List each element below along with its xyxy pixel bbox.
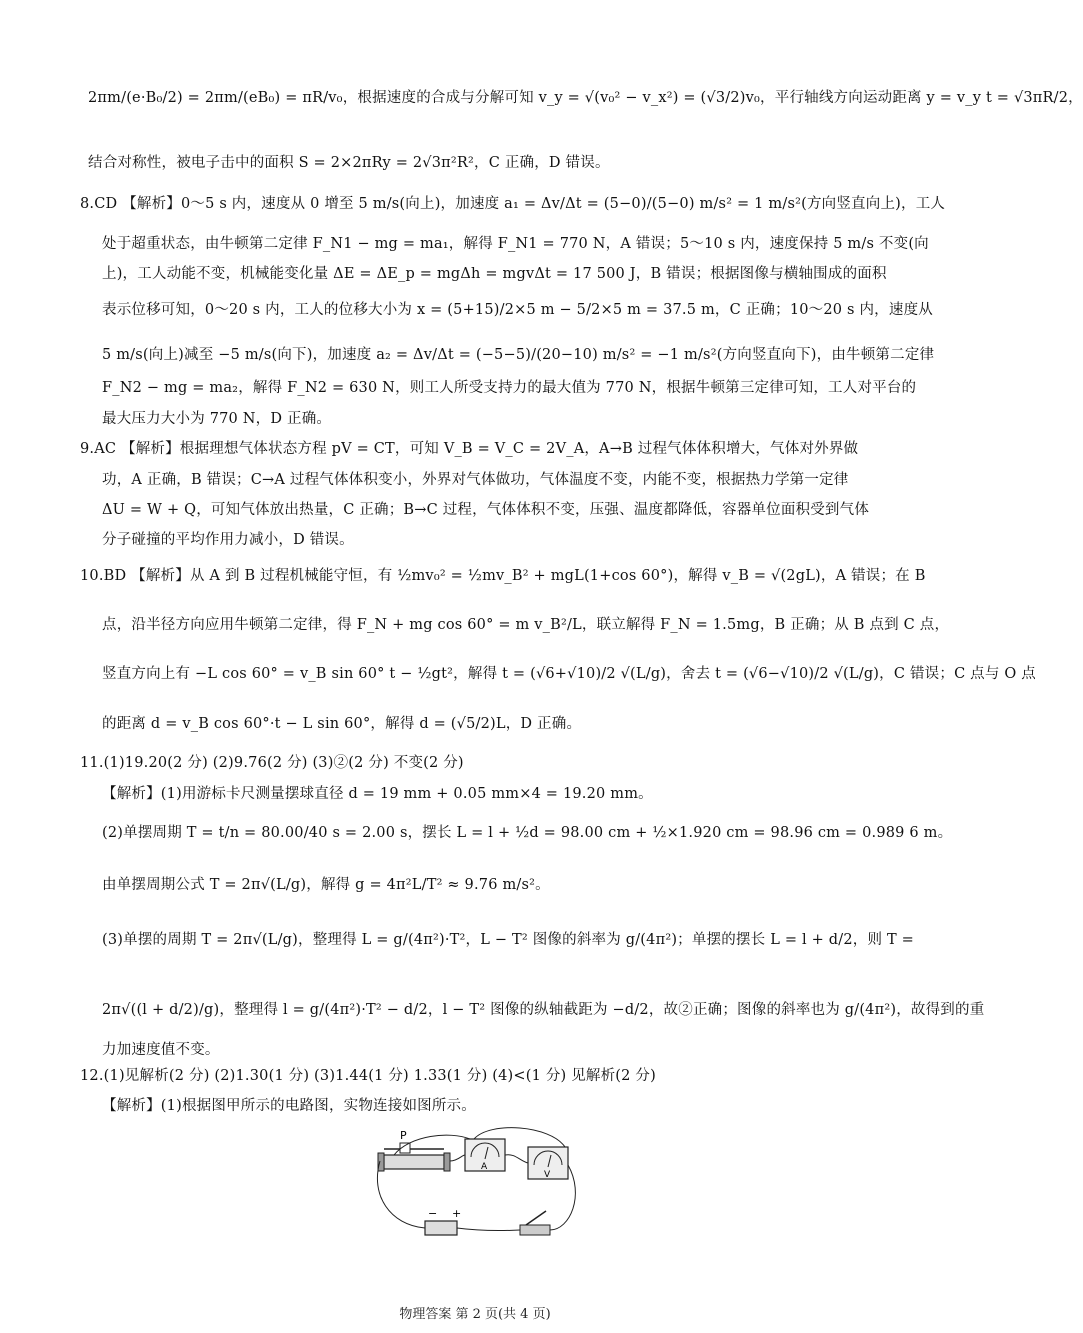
line-2: 结合对称性，被电子击中的面积 S = 2×2πRy = 2√3π²R²，C 正确，D 错误。 xyxy=(88,155,610,171)
question-12-analysis-1: 【解析】(1)根据图甲所示的电路图，实物连接如图所示。 xyxy=(102,1098,476,1114)
question-9-line-3: ΔU = W + Q，可知气体放出热量，C 正确；B→C 过程，气体体积不变，压强、温度都降低，容器单位面积受到气体 xyxy=(102,502,870,518)
switch-icon xyxy=(520,1211,550,1235)
question-8-line-1: 8.CD 【解析】0～5 s 内，速度从 0 增至 5 m/s(向上)，加速度 a₁ = Δv/Δt = (5−0)/(5−0) m/s² = 1 m/s²(方向竖直向上)，工人 xyxy=(80,196,946,212)
question-11-answers: 11.(1)19.20(2 分) (2)9.76(2 分) (3)②(2 分) 不变(2 分) xyxy=(80,755,464,771)
question-9-line-1: 9.AC 【解析】根据理想气体状态方程 pV = CT，可知 V_B = V_C = 2V_A，A→B 过程气体体积增大，气体对外界做 xyxy=(80,441,859,457)
question-11-analysis-6: 力加速度值不变。 xyxy=(102,1042,220,1058)
voltmeter-label: V xyxy=(544,1170,551,1180)
rheostat-icon xyxy=(378,1143,450,1171)
question-11-analysis-4: (3)单摆的周期 T = 2π√(L/g)，整理得 L = g/(4π²)·T²，L − T² 图像的斜率为 g/(4π²)；单摆的摆长 L = l + d/2，则 T = xyxy=(102,932,915,948)
question-11-analysis-5: 2π√((l + d/2)/g)，整理得 l = g/(4π²)·T² − d/2，l − T² 图像的纵轴截距为 −d/2，故②正确；图像的斜率也为 g/(4π²)，故得到的重 xyxy=(102,1002,985,1018)
question-9-line-4: 分子碰撞的平均作用力减小，D 错误。 xyxy=(102,532,354,548)
question-10-line-2: 点，沿半径方向应用牛顿第二定律，得 F_N + mg cos 60° = m v_B²/L，联立解得 F_N = 1.5mg，B 正确；从 B 点到 C 点， xyxy=(102,617,950,633)
question-8-line-5: 5 m/s(向上)减至 −5 m/s(向下)，加速度 a₂ = Δv/Δt = (−5−5)/(20−10) m/s² = −1 m/s²(方向竖直向下)，由牛顿第二定律 xyxy=(102,347,935,363)
line-1: 2πm/(e·B₀/2) = 2πm/(eB₀) = πR/v₀，根据速度的合成与分解可知 v_y = √(v₀² − v_x²) = (√3/2)v₀，平行轴线方向运动距离 y = v_y t = √3πR/2， xyxy=(88,90,1083,106)
question-8-line-4: 表示位移可知，0～20 s 内，工人的位移大小为 x = (5+15)/2×5 m − 5/2×5 m = 37.5 m，C 正确；10～20 s 内，速度从 xyxy=(102,302,933,318)
question-9-line-2: 功，A 正确，B 错误；C→A 过程气体体积变小，外界对气体做功，气体温度不变，内能不变，根据热力学第一定律 xyxy=(102,472,849,488)
page-footer: 物理答案 第 2 页(共 4 页) xyxy=(399,1307,551,1322)
ammeter-label: A xyxy=(481,1162,488,1172)
battery-icon xyxy=(425,1221,457,1235)
battery-plus-label: + xyxy=(452,1207,462,1220)
rheostat-label: P xyxy=(400,1129,407,1142)
question-8-line-3: 上)，工人动能不变，机械能变化量 ΔE = ΔE_p = mgΔh = mgvΔt = 17 500 J，B 错误；根据图像与横轴围成的面积 xyxy=(102,266,887,282)
question-8-line-6: F_N2 − mg = ma₂，解得 F_N2 = 630 N，则工人所受支持力的最大值为 770 N，根据牛顿第三定律可知，工人对平台的 xyxy=(102,380,917,396)
question-10-line-4: 的距离 d = v_B cos 60°·t − L sin 60°，解得 d = (√5/2)L，D 正确。 xyxy=(102,716,582,732)
battery-minus-label: − xyxy=(428,1207,438,1220)
question-11-analysis-3: 由单摆周期公式 T = 2π√(L/g)，解得 g = 4π²L/T² ≈ 9.76 m/s²。 xyxy=(102,877,550,893)
question-11-analysis-2: (2)单摆周期 T = t/n = 80.00/40 s = 2.00 s，摆长 L = l + ½d = 98.00 cm + ½×1.920 cm = 98.96 cm = 0.989 6 m。 xyxy=(102,825,953,841)
question-8-line-2: 处于超重状态，由牛顿第二定律 F_N1 − mg = ma₁，解得 F_N1 = 770 N，A 错误；5～10 s 内，速度保持 5 m/s 不变(向 xyxy=(102,236,929,252)
question-10-line-1: 10.BD 【解析】从 A 到 B 过程机械能守恒，有 ½mv₀² = ½mv_B² + mgL(1+cos 60°)，解得 v_B = √(2gL)，A 错误；在 B xyxy=(80,568,926,584)
question-8-line-7: 最大压力大小为 770 N，D 正确。 xyxy=(102,411,332,427)
circuit-figure xyxy=(370,1125,590,1255)
question-10-line-3: 竖直方向上有 −L cos 60° = v_B sin 60° t − ½gt²，解得 t = (√6+√10)/2 √(L/g)，舍去 t = (√6−√10)/2 √(L/g)，C 错误；C 点与 O 点 xyxy=(102,666,1036,682)
question-12-answers: 12.(1)见解析(2 分) (2)1.30(1 分) (3)1.44(1 分) 1.33(1 分) (4)<(1 分) 见解析(2 分) xyxy=(80,1068,656,1084)
question-11-analysis-1: 【解析】(1)用游标卡尺测量摆球直径 d = 19 mm + 0.05 mm×4 = 19.20 mm。 xyxy=(102,786,653,802)
